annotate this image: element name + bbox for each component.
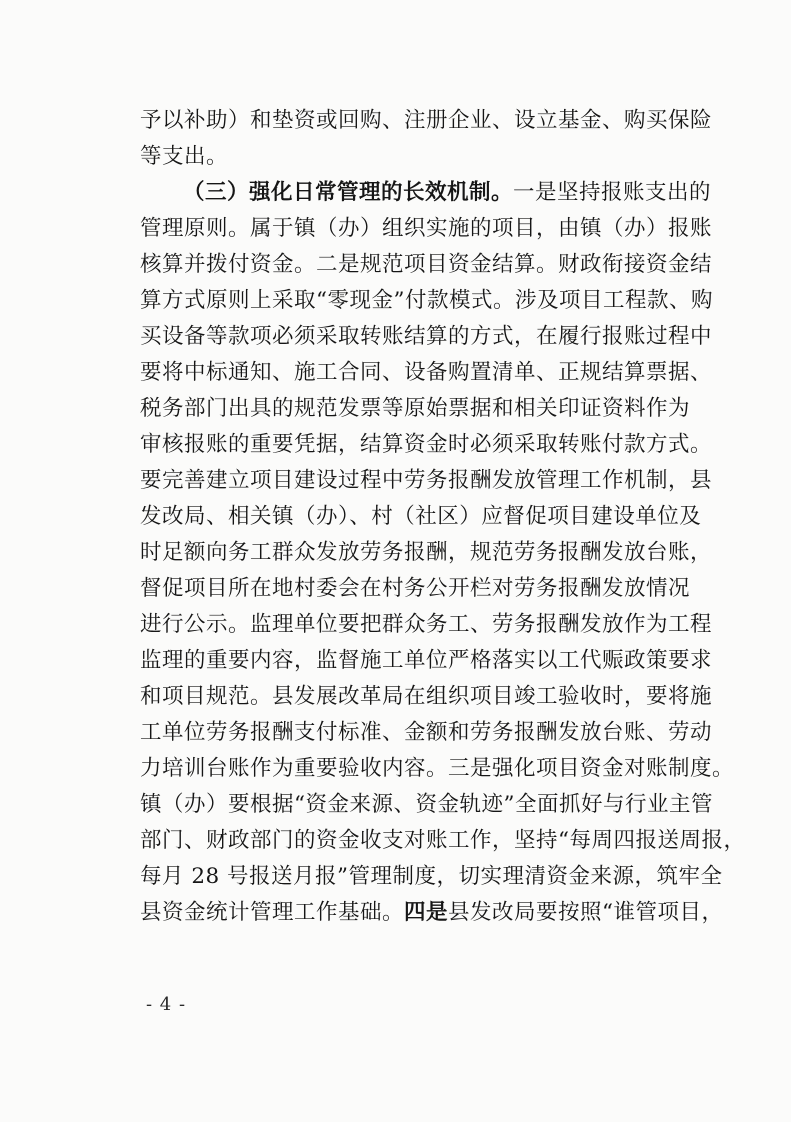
text-line <box>140 895 724 931</box>
body-text-segment: 要完善建立项目建设过程中劳务报酬发放管理工作机制，县 <box>140 468 713 493</box>
text-line <box>140 211 713 247</box>
body-text-segment: 县发改局要按照“谁管项目， <box>448 900 724 925</box>
body-text-segment: 进行公示。监理单位要把群众务工、劳务报酬发放作为工程 <box>140 612 713 637</box>
text-line <box>140 607 713 643</box>
text-line <box>140 535 713 571</box>
text-line <box>140 571 691 607</box>
text-line <box>140 391 691 427</box>
body-text-segment: 每月 28 号报送月报”管理制度，切实理清资金来源，筑牢全 <box>140 864 723 889</box>
text-line <box>140 499 702 535</box>
text-line <box>140 427 713 463</box>
body-text-segment: 核算并拨付资金。二是规范项目资金结算。财政衔接资金结 <box>140 252 713 277</box>
body-text-segment: 县资金统计管理工作基础。 <box>140 900 405 925</box>
text-line <box>140 247 713 283</box>
body-text-segment: 工单位劳务报酬支付标准、金额和劳务报酬发放台账、劳动 <box>140 720 713 745</box>
page-number: - 4 - <box>146 994 187 1015</box>
bold-heading-text: （三）强化日常管理的长效机制。 <box>183 180 514 205</box>
body-text-segment: 要将中标通知、施工合同、设备购置清单、正规结算票据、 <box>140 360 713 385</box>
text-line <box>140 463 713 499</box>
text-line <box>140 175 712 211</box>
body-text-segment: 督促项目所在地村委会在村务公开栏对劳务报酬发放情况 <box>140 576 691 601</box>
body-text-segment: 等支出。 <box>140 144 229 169</box>
text-line <box>140 643 713 679</box>
bold-heading-text: 四是 <box>404 900 449 925</box>
body-text-segment: 算方式原则上采取“零现金”付款模式。涉及项目工程款、购 <box>140 288 713 313</box>
body-text-segment: 发改局、相关镇（办）、村（社区）应督促项目建设单位及 <box>140 504 702 529</box>
body-text-segment: 审核报账的重要凭据，结算资金时必须采取转账付款方式。 <box>140 432 713 457</box>
body-text-segment: 一是坚持报账支出的 <box>513 180 712 205</box>
body-text-segment: 和项目规范。县发展改革局在组织项目竣工验收时，要将施 <box>140 684 713 709</box>
body-text <box>140 103 746 931</box>
body-text-segment: 镇（办）要根据“资金来源、资金轨迹”全面抓好与行业主管 <box>140 792 713 817</box>
body-text-segment: 时足额向务工群众发放劳务报酬，规范劳务报酬发放台账， <box>140 540 713 565</box>
text-line <box>140 355 713 391</box>
body-text-segment: 税务部门出具的规范发票等原始票据和相关印证资料作为 <box>140 396 691 421</box>
text-line <box>140 139 680 175</box>
text-line <box>140 679 713 715</box>
body-text-segment: 部门、财政部门的资金收支对账工作，坚持“每周四报送周报， <box>140 828 746 853</box>
text-line <box>140 751 735 787</box>
body-text-segment: 予以补助）和垫资或回购、注册企业、设立基金、购买保险 <box>140 108 713 133</box>
text-line <box>140 859 723 895</box>
text-line <box>140 103 713 139</box>
text-line <box>140 823 746 859</box>
body-text-segment: 买设备等款项必须采取转账结算的方式，在履行报账过程中 <box>140 324 713 349</box>
text-line <box>140 283 713 319</box>
body-text-segment: 力培训台账作为重要验收内容。三是强化项目资金对账制度。 <box>140 756 735 781</box>
body-text-segment: 监理的重要内容，监督施工单位严格落实以工代赈政策要求 <box>140 648 713 673</box>
text-line <box>140 787 713 823</box>
body-text-segment: 管理原则。属于镇（办）组织实施的项目，由镇（办）报账 <box>140 216 713 241</box>
text-line <box>140 319 713 355</box>
text-line <box>140 715 713 751</box>
